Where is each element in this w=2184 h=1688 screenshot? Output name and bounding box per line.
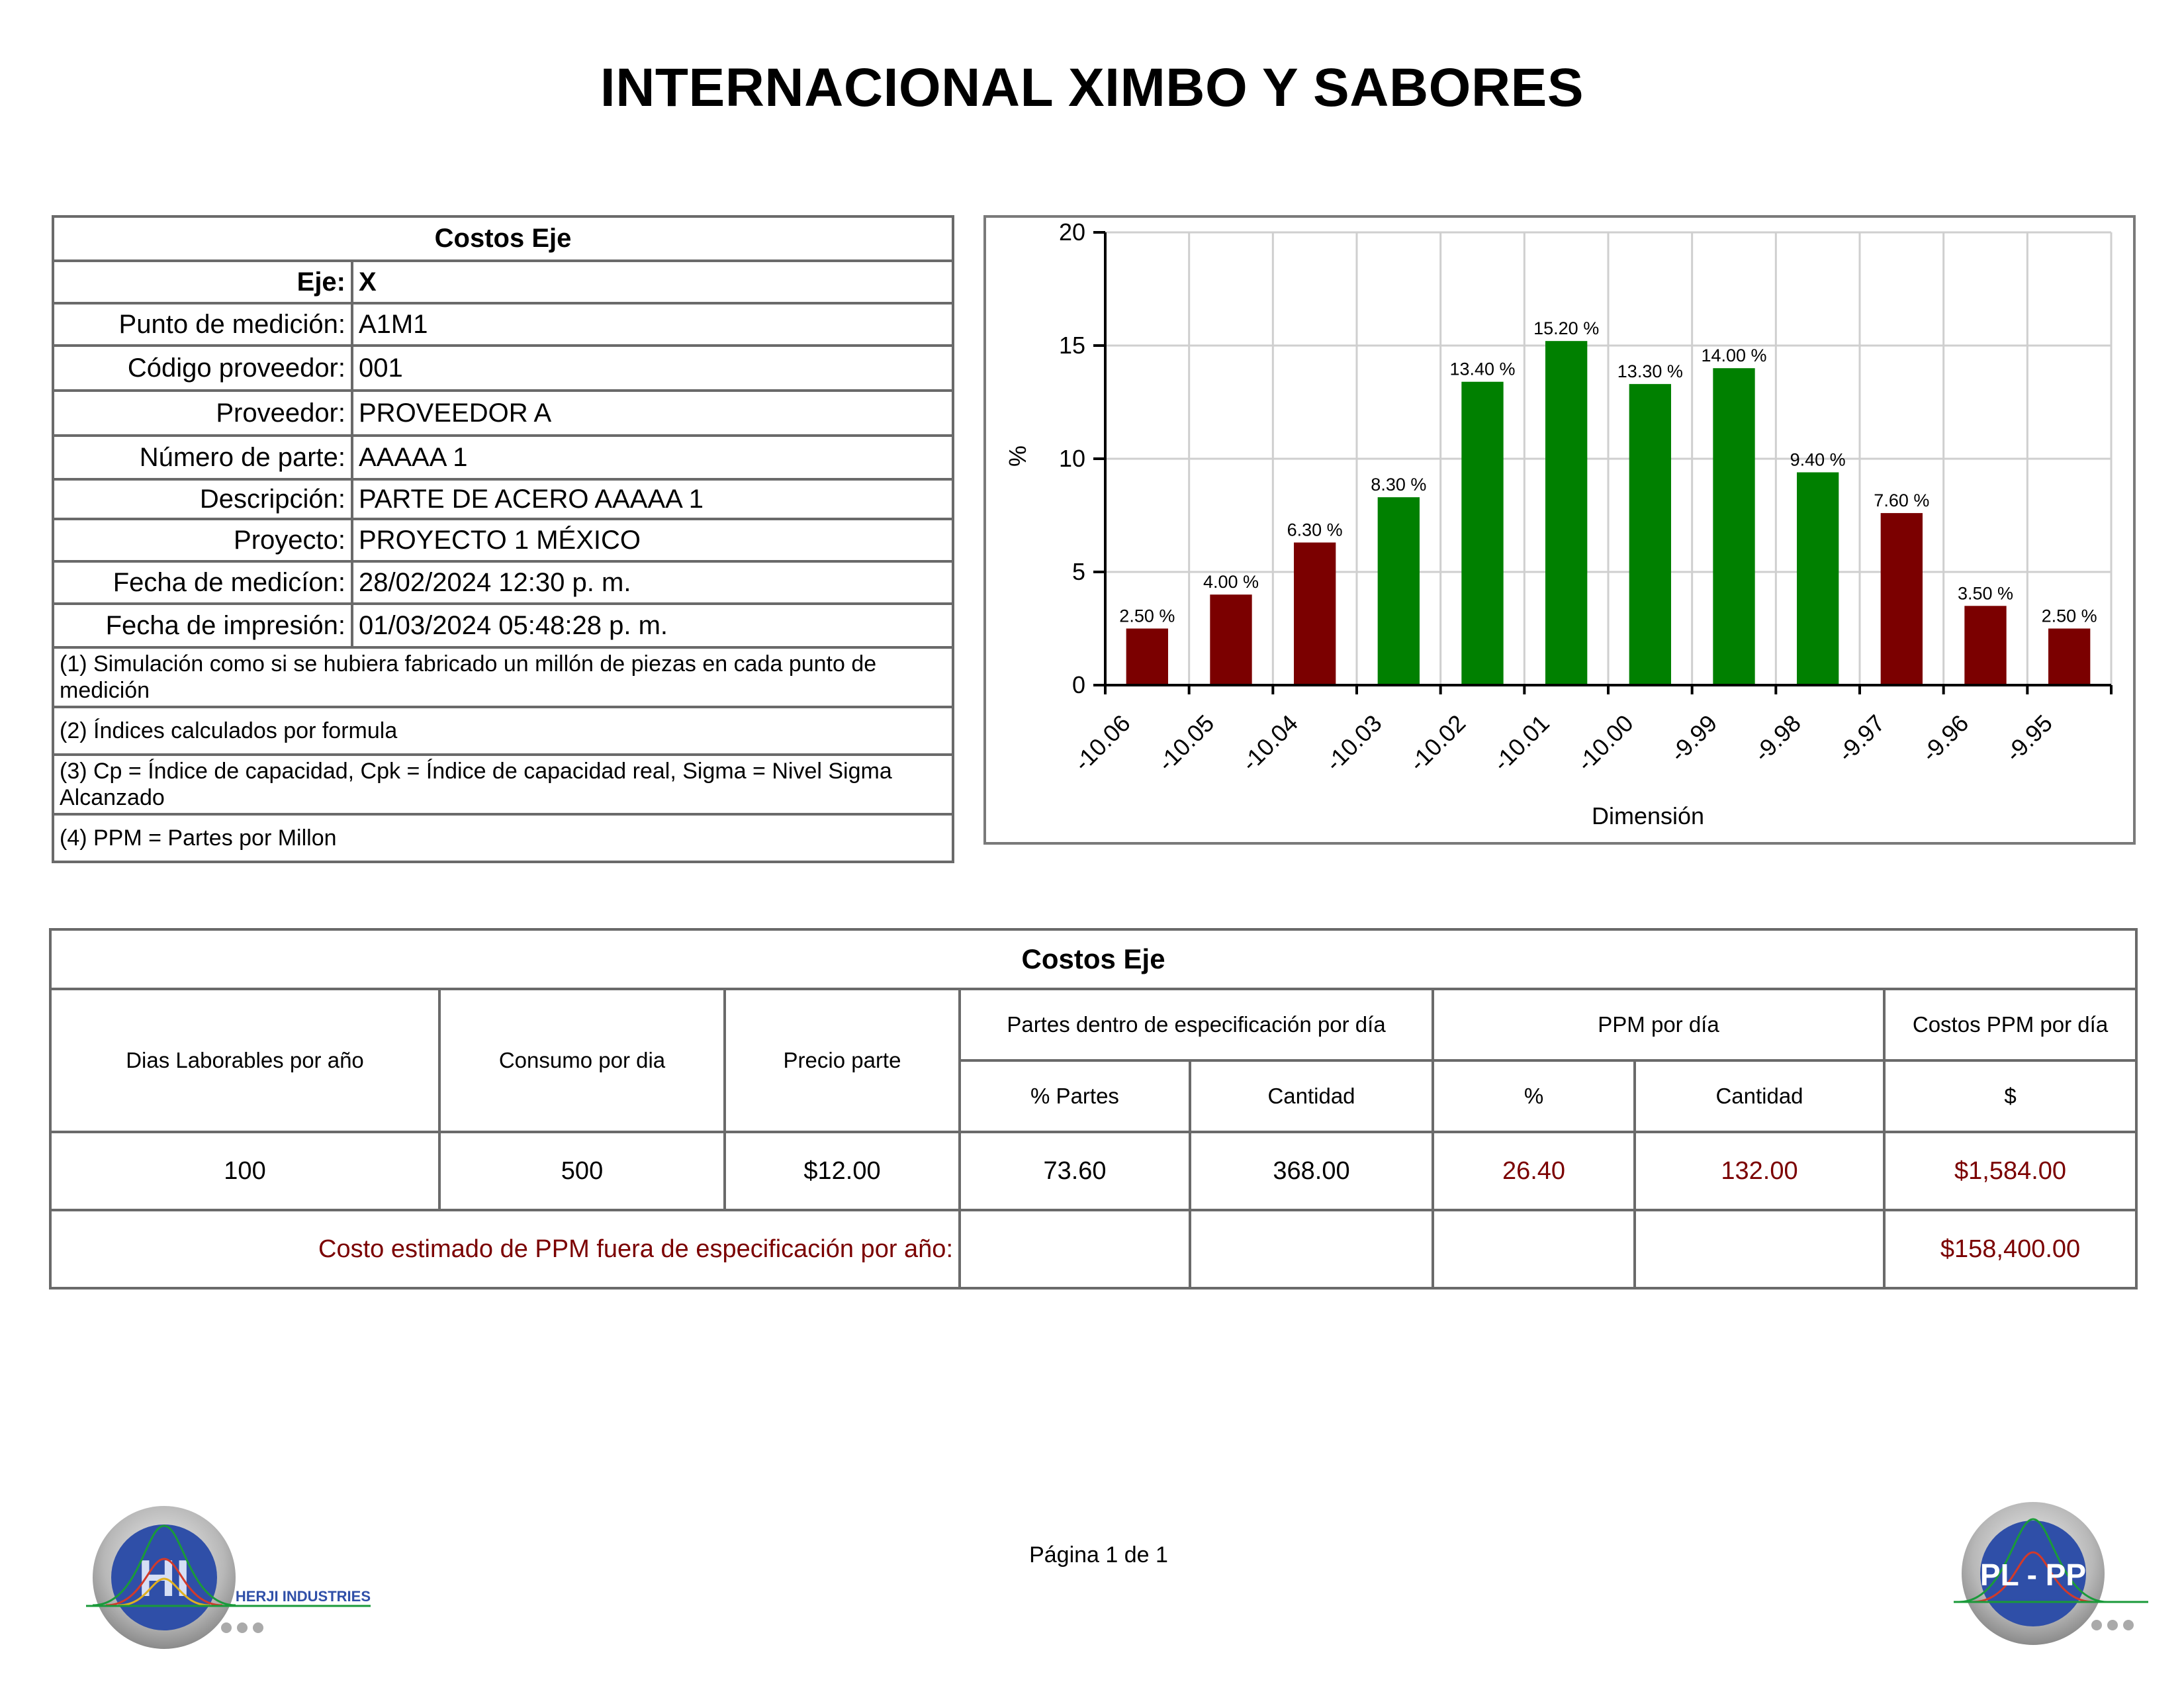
- bar-data-label: 14.00 %: [1701, 346, 1767, 366]
- bar: [1964, 606, 2006, 685]
- header-costos-ppm: Costos PPM por día: [1884, 989, 2136, 1060]
- x-tick-label: -10.00: [1571, 709, 1639, 776]
- bar: [1210, 594, 1251, 685]
- info-row-eje: [53, 261, 953, 303]
- x-tick-label: -9.95: [1999, 709, 2058, 767]
- estimate-row: [50, 1210, 2136, 1288]
- info-label: Eje:: [53, 261, 352, 303]
- cost-table-title: Costos Eje: [50, 929, 2136, 989]
- info-row-fecha-medicion: [53, 561, 953, 604]
- info-value: 001: [352, 346, 953, 391]
- bar-data-label: 3.50 %: [1957, 583, 2014, 604]
- empty-cell: [1190, 1210, 1433, 1288]
- y-tick-label: 5: [1071, 558, 1085, 585]
- cell-pct-partes: 73.60: [960, 1132, 1190, 1210]
- bar: [1629, 384, 1671, 685]
- info-label: Código proveedor:: [53, 346, 352, 391]
- logo-plpp-text: PL - PP: [1979, 1558, 2087, 1592]
- header-ppm: PPM por día: [1433, 989, 1884, 1060]
- header-partes-dentro: Partes dentro de especificación por día: [960, 989, 1433, 1060]
- info-label: Número de parte:: [53, 436, 352, 479]
- bar: [2048, 629, 2090, 686]
- bar-data-label: 4.00 %: [1203, 572, 1259, 592]
- page-number: Página 1 de 1: [1029, 1542, 1168, 1568]
- info-note: (3) Cp = Índice de capacidad, Cpk = Índice de capacidad real, Sigma = Nivel Sigma Alcanzado: [53, 755, 953, 814]
- x-tick-label: -10.03: [1320, 709, 1387, 776]
- report-title: INTERNACIONAL XIMBO Y SABORES: [600, 58, 1584, 118]
- bar: [1545, 341, 1587, 685]
- header-cantidad: Cantidad: [1190, 1060, 1433, 1132]
- y-tick-label: 15: [1058, 332, 1085, 359]
- x-tick-label: -10.02: [1404, 709, 1471, 776]
- distribution-chart: [983, 215, 2136, 845]
- info-label: Proveedor:: [53, 391, 352, 436]
- logo-mark-text: HI: [138, 1549, 190, 1607]
- bar-data-label: 9.40 %: [1790, 449, 1846, 470]
- info-row-descripcion: [53, 479, 953, 519]
- header-dias: Dias Laborables por año: [50, 989, 439, 1132]
- empty-cell: [960, 1210, 1190, 1288]
- info-note: (4) PPM = Partes por Millon: [53, 814, 953, 862]
- empty-cell: [1433, 1210, 1635, 1288]
- info-label: Punto de medición:: [53, 303, 352, 346]
- bar: [1881, 513, 1923, 685]
- header-pct-partes: % Partes: [960, 1060, 1190, 1132]
- logo-company-name: HERJI INDUSTRIES: [235, 1588, 371, 1605]
- info-value: PROVEEDOR A: [352, 391, 953, 436]
- bar-data-label: 13.30 %: [1617, 361, 1683, 382]
- info-value: AAAAA 1: [352, 436, 953, 479]
- info-row-fecha-impresion: [53, 604, 953, 647]
- table-row: [50, 1132, 2136, 1210]
- info-row-numero-parte: [53, 436, 953, 479]
- header-costos-currency: $: [1884, 1060, 2136, 1132]
- y-tick-label: 20: [1058, 218, 1085, 246]
- cell-dias: 100: [50, 1132, 439, 1210]
- info-row-punto: [53, 303, 953, 346]
- info-label: Proyecto:: [53, 519, 352, 561]
- bar: [1797, 473, 1839, 685]
- bar-data-label: 8.30 %: [1371, 475, 1427, 495]
- info-value: X: [352, 261, 953, 303]
- x-tick-label: -9.98: [1748, 709, 1806, 767]
- x-tick-label: -10.01: [1487, 709, 1555, 776]
- info-note: (1) Simulación como si se hubiera fabricado un millón de piezas en cada punto de medición: [53, 647, 953, 707]
- bar-data-label: 15.20 %: [1533, 318, 1600, 339]
- bar: [1713, 368, 1754, 685]
- cell-ppm-pct: 26.40: [1433, 1132, 1635, 1210]
- bar: [1294, 543, 1336, 685]
- plpp-logo: [1952, 1499, 2151, 1658]
- x-tick-label: -9.96: [1916, 709, 1974, 767]
- bar-data-label: 6.30 %: [1287, 520, 1343, 540]
- bar-data-label: 7.60 %: [1874, 491, 1930, 511]
- herji-logo: [79, 1499, 384, 1658]
- info-row-proyecto: [53, 519, 953, 561]
- info-value: A1M1: [352, 303, 953, 346]
- info-value: 01/03/2024 05:48:28 p. m.: [352, 604, 953, 647]
- y-tick-label: 10: [1058, 445, 1085, 472]
- empty-cell: [1635, 1210, 1884, 1288]
- x-tick-label: -10.05: [1152, 709, 1220, 776]
- info-note: (2) Índices calculados por formula: [53, 707, 953, 755]
- header-precio: Precio parte: [725, 989, 960, 1132]
- y-tick-label: 0: [1071, 671, 1085, 698]
- bar: [1126, 629, 1168, 686]
- cost-table: [49, 928, 2138, 1289]
- x-tick-label: -10.06: [1068, 709, 1136, 776]
- info-value: PROYECTO 1 MÉXICO: [352, 519, 953, 561]
- header-ppm-cantidad: Cantidad: [1635, 1060, 1884, 1132]
- info-label: Descripción:: [53, 479, 352, 519]
- x-tick-label: -10.04: [1236, 709, 1303, 776]
- estimate-value: $158,400.00: [1884, 1210, 2136, 1288]
- info-value: 28/02/2024 12:30 p. m.: [352, 561, 953, 604]
- cell-costo: $1,584.00: [1884, 1132, 2136, 1210]
- header-ppm-pct: %: [1433, 1060, 1635, 1132]
- y-axis-title: %: [1004, 445, 1031, 467]
- bar-data-label: 13.40 %: [1449, 359, 1516, 379]
- info-row-proveedor: [53, 391, 953, 436]
- cell-precio: $12.00: [725, 1132, 960, 1210]
- x-tick-label: -9.97: [1832, 709, 1890, 767]
- x-tick-label: -9.99: [1664, 709, 1723, 767]
- info-row-codigo: [53, 346, 953, 391]
- bar-data-label: 2.50 %: [1119, 606, 1175, 626]
- cell-consumo: 500: [439, 1132, 725, 1210]
- info-label: Fecha de impresión:: [53, 604, 352, 647]
- info-table-header: Costos Eje: [53, 216, 953, 261]
- bar-data-label: 2.50 %: [2041, 606, 2097, 626]
- cell-cantidad: 368.00: [1190, 1132, 1433, 1210]
- estimate-label: Costo estimado de PPM fuera de especificación por año:: [50, 1210, 960, 1288]
- axis-info-table: [52, 215, 954, 863]
- bar: [1378, 497, 1420, 685]
- info-value: PARTE DE ACERO AAAAA 1: [352, 479, 953, 519]
- cell-ppm-cantidad: 132.00: [1635, 1132, 1884, 1210]
- chart-svg: [986, 218, 2133, 842]
- x-axis-title: Dimensión: [1591, 802, 1705, 829]
- info-label: Fecha de medicíon:: [53, 561, 352, 604]
- bar: [1461, 382, 1503, 685]
- header-consumo: Consumo por dia: [439, 989, 725, 1132]
